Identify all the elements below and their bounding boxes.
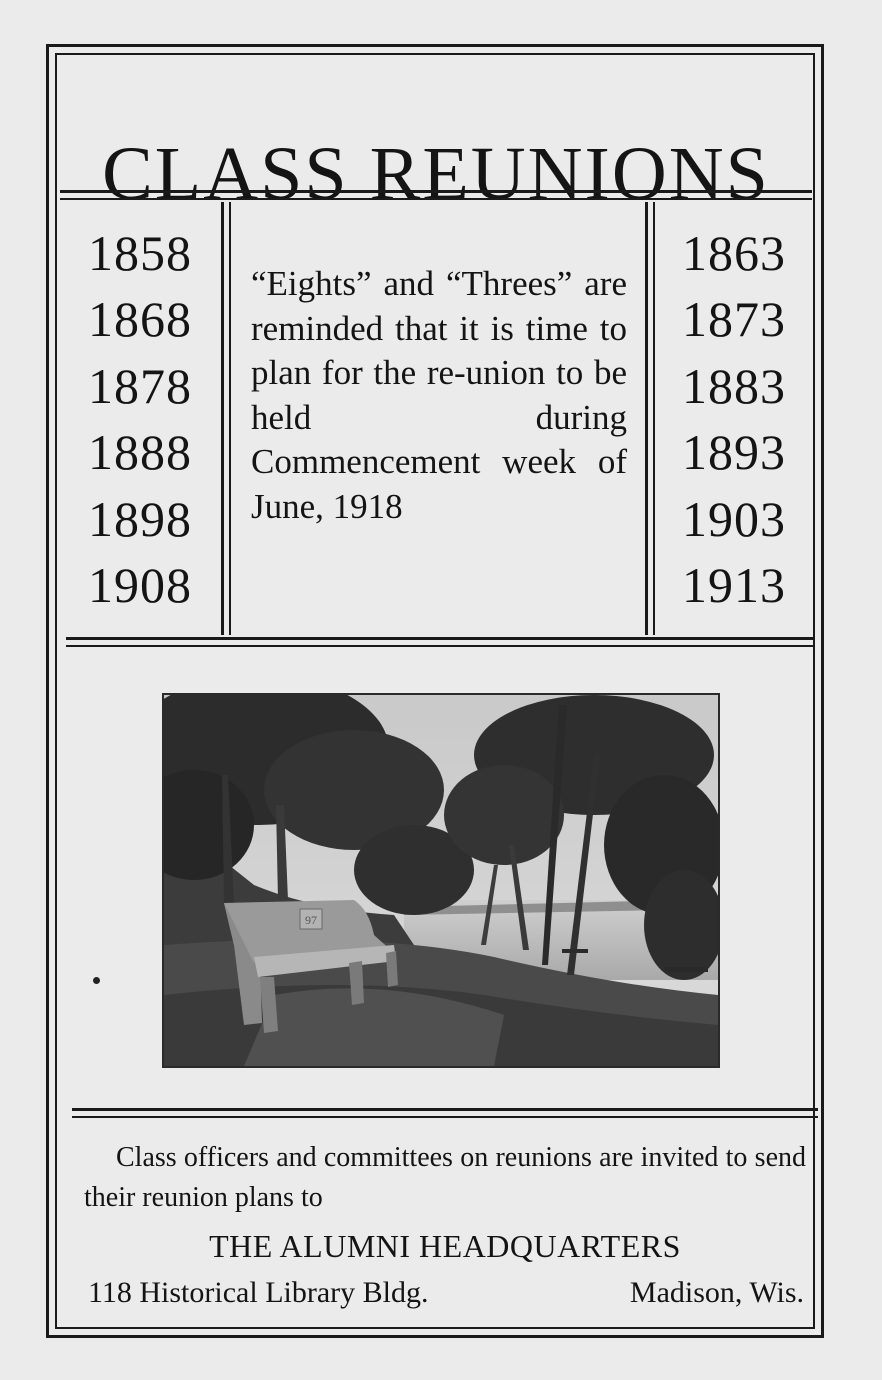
year-right: 1863 [682,225,786,281]
years-left-column [88,220,208,618]
right-column-divider-inner [653,202,655,635]
year-left: 1868 [88,291,192,348]
years-right-column [682,220,802,618]
title-divider-inner [60,198,812,200]
footer-headquarters: THE ALUMNI HEADQUARTERS [209,1228,681,1264]
year-right: 1883 [682,357,786,414]
reunion-notice: “Eights” and “Threes” are reminded that it is time to plan for the re-union to be held during Commencement week of June, 1918 [251,264,627,526]
footer-divider [72,1108,818,1111]
section-divider-inner [66,645,814,647]
year-right: 1913 [682,556,786,613]
year-left: 1858 [88,225,192,281]
title-divider [60,190,812,193]
footer-invitation: Class officers and committees on reunions are invited to send their reunion plans to [84,1142,806,1213]
lakeshore-bench-photo [162,693,720,1068]
photo-illustration [164,695,718,1066]
page-title: CLASS REUNIONS [102,131,770,216]
footer-address: 118 Historical Library Bldg. [88,1276,429,1309]
right-column-divider [645,202,648,635]
footer-city: Madison, Wis. [629,1276,804,1309]
year-left: 1888 [88,424,192,481]
print-speck [93,977,100,984]
year-right: 1873 [682,291,786,348]
year-left: 1908 [88,556,192,613]
year-left: 1878 [88,357,192,414]
left-column-divider [221,202,224,635]
year-right: 1903 [682,490,786,547]
left-column-divider-inner [229,202,231,635]
year-right: 1893 [682,424,786,481]
footer-divider-inner [72,1116,818,1118]
section-divider [66,637,814,640]
bench-marking: 97 [305,913,317,927]
year-left: 1898 [88,490,192,547]
